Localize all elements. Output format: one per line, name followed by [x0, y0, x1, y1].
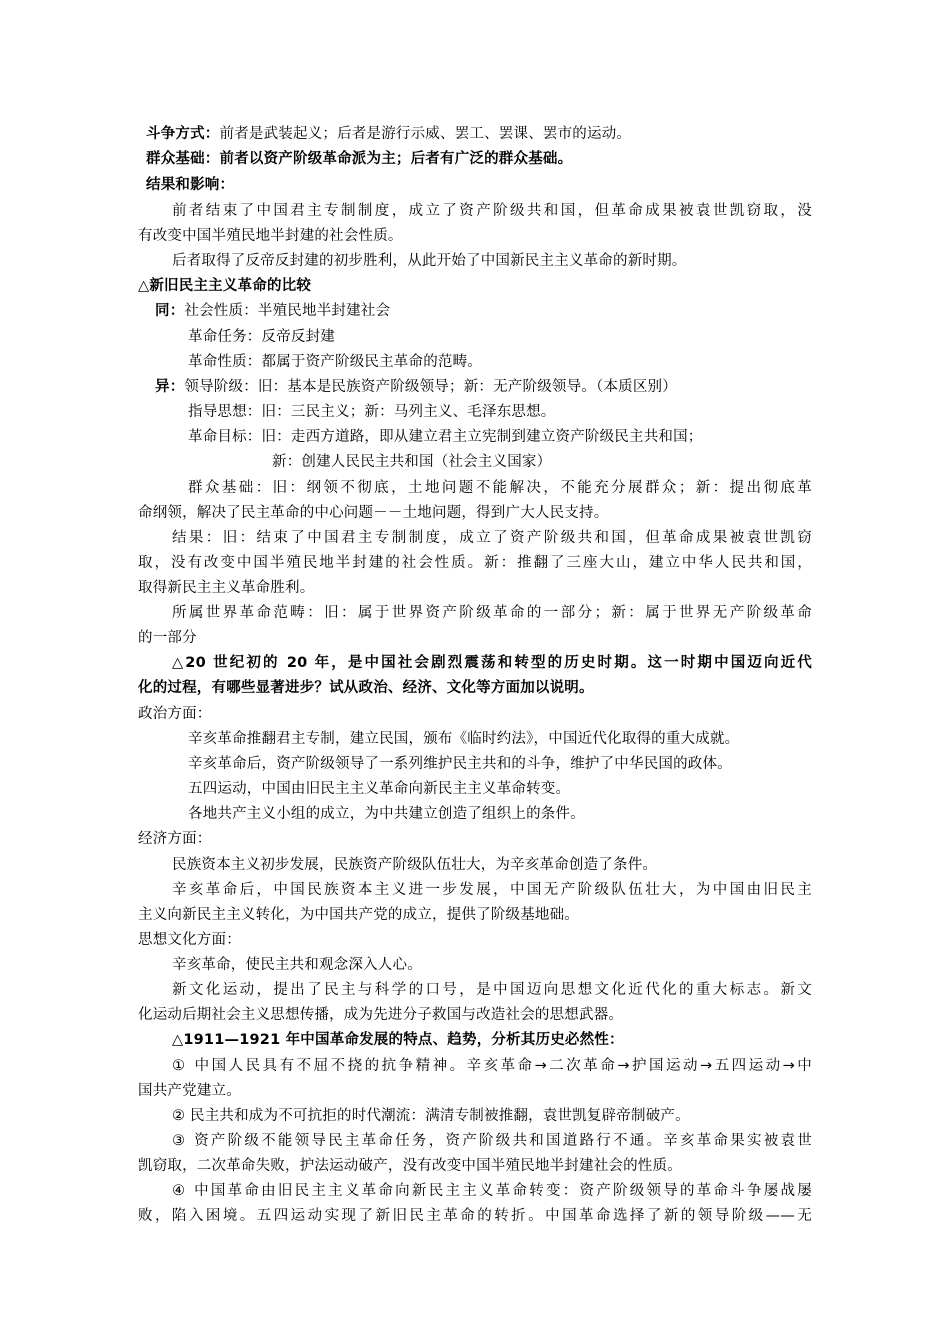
trend-point-1b: 国共产党建立。 — [138, 1083, 241, 1099]
trend-point-4a: ④ 中国革命由旧民主主义革命向新民主主义革命转变：资产阶级领导的革命斗争屡战屡 — [172, 1183, 812, 1199]
diff-text-1: 领导阶级：旧：基本是民族资产阶级领导；新：无产阶级领导。（本质区别） — [184, 379, 677, 395]
diff-line-1 — [155, 377, 677, 397]
result-line-b: 取，没有改变中国半殖民地半封建的社会性质。新：推翻了三座大山，建立中华人民共和国， — [138, 555, 812, 571]
culture-heading: 思想文化方面： — [138, 932, 241, 948]
economy-item-1: 民族资本主义初步发展，民族资产阶级队伍壮大，为辛亥革命创造了条件。 — [172, 857, 658, 873]
result-line-a: 结果：旧：结束了中国君主专制制度，成立了资产阶级共和国，但革命成果被袁世凯窃 — [172, 530, 812, 546]
culture-item-2b: 化运动后期社会主义思想传播，成为先进分子救国与改造社会的思想武器。 — [138, 1007, 624, 1023]
diff-line-3b: 新：创建人民民主共和国（社会主义国家） — [272, 454, 552, 470]
trend-point-2: ② 民主共和成为不可抗拒的时代潮流：满清专制被推翻，袁世凯复辟帝制破产。 — [172, 1108, 690, 1124]
politics-item-4: 各地共产主义小组的成立，为中共建立创造了组织上的条件。 — [188, 806, 585, 822]
latter-line: 后者取得了反帝反封建的初步胜利，从此开始了中国新民主主义革命的新时期。 — [172, 253, 687, 269]
strategy-text: 前者是武装起义；后者是游行示威、罢工、罢课、罢市的运动。 — [219, 126, 632, 142]
world-line-b: 的一部分 — [138, 630, 197, 646]
politics-item-1: 辛亥革命推翻君主专制，建立民国，颁布《临时约法》，中国近代化取得的重大成就。 — [188, 731, 740, 747]
world-line-a: 所属世界革命范畴：旧：属于世界资产阶级革命的一部分；新：属于世界无产阶级革命 — [172, 605, 812, 621]
diff-line-2: 指导思想：旧：三民主义；新：马列主义、毛泽东思想。 — [188, 404, 556, 420]
trend-heading: △1911—1921 年中国革命发展的特点、趋势，分析其历史必然性： — [172, 1032, 624, 1048]
former-line-2: 有改变中国半殖民地半封建的社会性质。 — [138, 228, 403, 244]
same-line-1 — [155, 301, 390, 321]
same-text-1: 社会性质：半殖民地半封建社会 — [184, 303, 391, 319]
same-line-3: 革命性质：都属于资产阶级民主革命的范畴。 — [188, 354, 482, 370]
former-line-1: 前者结束了中国君主专制制度，成立了资产阶级共和国，但革命成果被袁世凯窃取，没 — [172, 203, 812, 219]
diff-line-4a: 群众基础：旧：纲领不彻底，土地问题不能解决，不能充分展群众；新：提出彻底革 — [188, 480, 812, 496]
politics-item-3: 五四运动，中国由旧民主主义革命向新民主主义革命转变。 — [188, 781, 571, 797]
trend-point-3b: 凯窃取，二次革命失败，护法运动破产，没有改变中国半殖民地半封建社会的性质。 — [138, 1158, 682, 1174]
trend-point-1a: ① 中国人民具有不屈不挠的抗争精神。辛亥革命→二次革命→护国运动→五四运动→中 — [172, 1058, 812, 1074]
strategy-label: 斗争方式： — [146, 126, 220, 142]
economy-item-2b: 主义向新民主主义转化，为中国共产党的成立，提供了阶级基地础。 — [138, 907, 579, 923]
question-line-b: 化的过程，有哪些显著进步？试从政治、经济、文化等方面加以说明。 — [138, 680, 594, 696]
diff-label: 异： — [155, 379, 185, 395]
comparison-heading: △新旧民主主义革命的比较 — [138, 278, 312, 294]
diff-line-3: 革命目标：旧：走西方道路，即从建立君主立宪制到建立资产阶级民主共和国； — [188, 429, 703, 445]
strategy-line — [146, 124, 631, 144]
diff-line-4b: 命纲领，解决了民主革命的中心问题－－土地问题，得到广大人民支持。 — [138, 505, 609, 521]
question-line-a: △20 世纪初的 20 年，是中国社会剧烈震荡和转型的历史时期。这一时期中国迈向近代 — [172, 655, 812, 671]
culture-item-2a: 新文化运动，提出了民主与科学的口号，是中国迈向思想文化近代化的重大标志。新文 — [172, 982, 812, 998]
economy-heading: 经济方面： — [138, 831, 212, 847]
result-heading: 结果和影响： — [146, 177, 235, 193]
same-label: 同： — [155, 303, 185, 319]
result-line-c: 取得新民主主义革命胜利。 — [138, 580, 315, 596]
politics-heading: 政治方面： — [138, 706, 212, 722]
same-line-2: 革命任务：反帝反封建 — [188, 329, 335, 345]
culture-item-1: 辛亥革命，使民主共和观念深入人心。 — [172, 957, 422, 973]
economy-item-2a: 辛亥革命后，中国民族资本主义进一步发展，中国无产阶级队伍壮大，为中国由旧民主 — [172, 882, 812, 898]
mass-base-line: 群众基础：前者以资产阶级革命派为主；后者有广泛的群众基础。 — [146, 151, 573, 167]
trend-point-3a: ③ 资产阶级不能领导民主革命任务，资产阶级共和国道路行不通。辛亥革命果实被袁世 — [172, 1133, 812, 1149]
trend-point-4b: 败，陷入困境。五四运动实现了新旧民主革命的转折。中国革命选择了新的领导阶级——无 — [138, 1208, 812, 1224]
politics-item-2: 辛亥革命后，资产阶级领导了一系列维护民主共和的斗争，维护了中华民国的政体。 — [188, 756, 732, 772]
